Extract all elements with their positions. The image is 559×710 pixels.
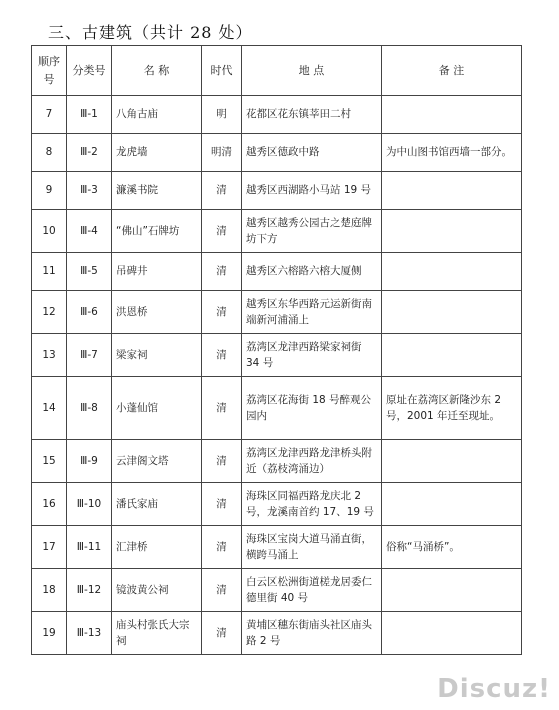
cell-name: 潘氏家庙 — [112, 483, 202, 526]
cell-notes — [382, 291, 522, 334]
cell-notes — [382, 440, 522, 483]
cell-location: 越秀区东华西路元运新街南端新河浦涌上 — [242, 291, 382, 334]
cell-seq: 11 — [32, 253, 67, 291]
cell-notes — [382, 96, 522, 134]
table-row — [32, 569, 522, 612]
cell-notes — [382, 210, 522, 253]
cell-category: Ⅲ-5 — [67, 253, 112, 291]
cell-seq: 8 — [32, 134, 67, 172]
cell-seq: 19 — [32, 612, 67, 655]
cell-seq: 15 — [32, 440, 67, 483]
cell-location: 花都区花东镇莘田二村 — [242, 96, 382, 134]
cell-name: 庙头村张氏大宗祠 — [112, 612, 202, 655]
cell-era: 清 — [202, 612, 242, 655]
cell-category: Ⅲ-2 — [67, 134, 112, 172]
cell-seq: 14 — [32, 377, 67, 440]
cell-era: 清 — [202, 334, 242, 377]
header-name: 名 称 — [112, 46, 202, 96]
table-body — [32, 96, 522, 655]
cell-notes: 俗称“马涌桥”。 — [382, 526, 522, 569]
cell-era: 清 — [202, 253, 242, 291]
cell-seq: 16 — [32, 483, 67, 526]
cell-location: 荔湾区龙津西路梁家祠街 34 号 — [242, 334, 382, 377]
cell-category: Ⅲ-1 — [67, 96, 112, 134]
watermark-logo: Discuz! — [437, 674, 551, 704]
table-row — [32, 134, 522, 172]
page-title: 三、古建筑（共计 28 处） — [48, 23, 253, 42]
cell-name: 汇津桥 — [112, 526, 202, 569]
header-era: 时代 — [202, 46, 242, 96]
cell-category: Ⅲ-11 — [67, 526, 112, 569]
cell-seq: 10 — [32, 210, 67, 253]
cell-notes — [382, 612, 522, 655]
table-row — [32, 253, 522, 291]
table-row — [32, 172, 522, 210]
cell-name: 龙虎墙 — [112, 134, 202, 172]
cell-category: Ⅲ-6 — [67, 291, 112, 334]
cell-category: Ⅲ-10 — [67, 483, 112, 526]
cell-name: 云津阁文塔 — [112, 440, 202, 483]
cell-era: 清 — [202, 377, 242, 440]
table-row — [32, 526, 522, 569]
table-row — [32, 612, 522, 655]
table-header-row — [32, 46, 522, 96]
cell-location: 荔湾区龙津西路龙津桥头附近（荔枝湾涌边） — [242, 440, 382, 483]
table-row — [32, 440, 522, 483]
cell-name: 镜波黄公祠 — [112, 569, 202, 612]
header-location: 地 点 — [242, 46, 382, 96]
table-row — [32, 210, 522, 253]
cell-name: “佛山”石牌坊 — [112, 210, 202, 253]
cell-location: 越秀区六榕路六榕大厦侧 — [242, 253, 382, 291]
cell-notes — [382, 334, 522, 377]
cell-category: Ⅲ-12 — [67, 569, 112, 612]
cell-category: Ⅲ-13 — [67, 612, 112, 655]
cell-notes: 为中山图书馆西墙一部分。 — [382, 134, 522, 172]
cell-era: 清 — [202, 526, 242, 569]
cell-category: Ⅲ-4 — [67, 210, 112, 253]
cell-seq: 7 — [32, 96, 67, 134]
cell-location: 黄埔区穗东街庙头社区庙头路 2 号 — [242, 612, 382, 655]
cell-category: Ⅲ-7 — [67, 334, 112, 377]
cell-category: Ⅲ-3 — [67, 172, 112, 210]
table-row — [32, 291, 522, 334]
cell-era: 清 — [202, 569, 242, 612]
header-seq: 顺序号 — [32, 46, 67, 96]
cell-category: Ⅲ-8 — [67, 377, 112, 440]
cell-notes — [382, 253, 522, 291]
cell-name: 小蓬仙馆 — [112, 377, 202, 440]
cell-notes: 原址在荔湾区新隆沙东 2 号，2001 年迁至现址。 — [382, 377, 522, 440]
cell-era: 清 — [202, 440, 242, 483]
cell-seq: 13 — [32, 334, 67, 377]
cell-notes — [382, 483, 522, 526]
cell-location: 越秀区越秀公园古之楚庭牌坊下方 — [242, 210, 382, 253]
cell-era: 清 — [202, 172, 242, 210]
cell-location: 越秀区西湖路小马站 19 号 — [242, 172, 382, 210]
table-row — [32, 334, 522, 377]
cell-era: 明清 — [202, 134, 242, 172]
cell-name: 梁家祠 — [112, 334, 202, 377]
cell-location: 越秀区德政中路 — [242, 134, 382, 172]
cell-seq: 9 — [32, 172, 67, 210]
cell-location: 海珠区宝岗大道马涌直街，横跨马涌上 — [242, 526, 382, 569]
cell-era: 清 — [202, 483, 242, 526]
cell-era: 清 — [202, 210, 242, 253]
table-row — [32, 377, 522, 440]
cell-era: 明 — [202, 96, 242, 134]
cell-name: 洪恩桥 — [112, 291, 202, 334]
header-category: 分类号 — [67, 46, 112, 96]
cell-seq: 17 — [32, 526, 67, 569]
cell-name: 濂溪书院 — [112, 172, 202, 210]
cell-location: 荔湾区花海街 18 号醉观公园内 — [242, 377, 382, 440]
cell-name: 八角古庙 — [112, 96, 202, 134]
cell-notes — [382, 172, 522, 210]
table-row — [32, 483, 522, 526]
heritage-table — [31, 45, 522, 655]
cell-location: 白云区松洲街道槎龙居委仁德里街 40 号 — [242, 569, 382, 612]
table-row — [32, 96, 522, 134]
cell-notes — [382, 569, 522, 612]
cell-location: 海珠区同福西路龙庆北 2 号，龙溪南首约 17、19 号 — [242, 483, 382, 526]
cell-seq: 12 — [32, 291, 67, 334]
header-notes: 备 注 — [382, 46, 522, 96]
cell-category: Ⅲ-9 — [67, 440, 112, 483]
cell-name: 吊碑井 — [112, 253, 202, 291]
cell-era: 清 — [202, 291, 242, 334]
cell-seq: 18 — [32, 569, 67, 612]
